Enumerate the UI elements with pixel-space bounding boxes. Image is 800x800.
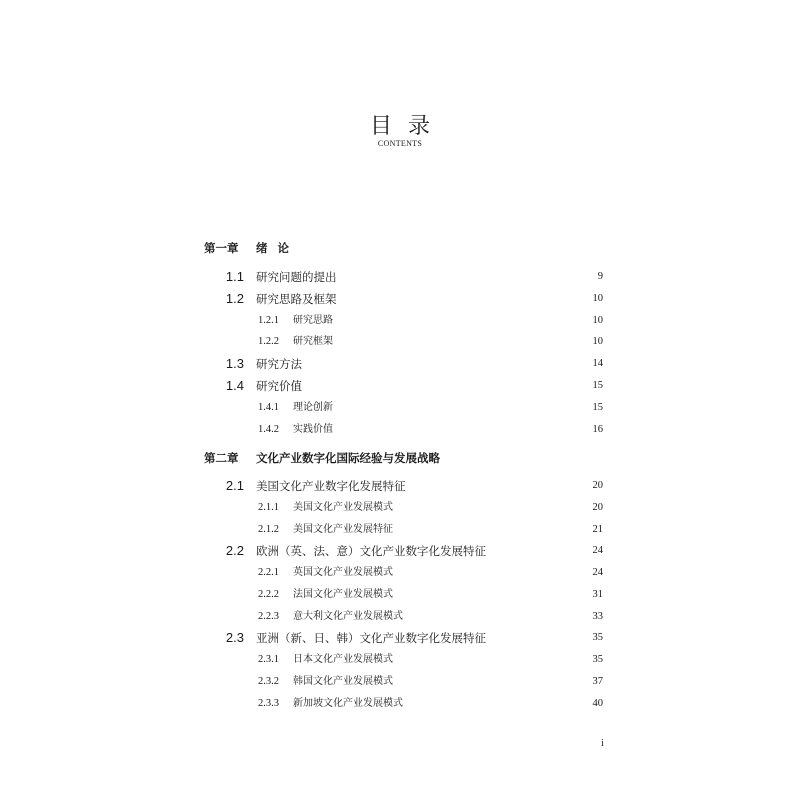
subsection-number: 1.2.1 xyxy=(258,315,279,326)
subsection-title: 美国文化产业发展模式 xyxy=(293,502,393,513)
subsection-title: 韩国文化产业发展模式 xyxy=(293,676,393,687)
section-number: 1.3 xyxy=(225,356,244,371)
subsection-title: 法国文化产业发展模式 xyxy=(293,589,393,600)
page-number: 40 xyxy=(592,698,603,709)
toc-subsection-2-3-1[interactable] xyxy=(0,650,800,670)
subsection-title: 英国文化产业发展模式 xyxy=(293,567,393,578)
page-number: 14 xyxy=(592,358,603,369)
page-number: 24 xyxy=(592,567,603,578)
toc-subsection-1-4-1[interactable] xyxy=(0,398,800,418)
subsection-title: 实践价值 xyxy=(293,424,333,435)
subsection-number: 2.2.1 xyxy=(258,567,279,578)
toc-subsection-2-1-2[interactable] xyxy=(0,520,800,540)
subsection-number: 2.2.2 xyxy=(258,589,279,600)
page-number: 33 xyxy=(592,611,603,622)
subsection-title: 研究思路 xyxy=(293,315,333,326)
subsection-number: 2.3.3 xyxy=(258,698,279,709)
page-number: 15 xyxy=(592,402,603,413)
subsection-number: 1.2.2 xyxy=(258,336,279,347)
section-number: 1.1 xyxy=(225,269,244,284)
toc-section-2-3[interactable] xyxy=(0,628,800,648)
page-number: 37 xyxy=(592,676,603,687)
subsection-number: 1.4.2 xyxy=(258,424,279,435)
page-number: 20 xyxy=(592,502,603,513)
subsection-number: 1.4.1 xyxy=(258,402,279,413)
toc-section-1-3[interactable] xyxy=(0,354,800,374)
section-number: 2.3 xyxy=(225,630,244,645)
toc-subsection-2-3-2[interactable] xyxy=(0,672,800,692)
page-number: 10 xyxy=(592,315,603,326)
subsection-title: 意大利文化产业发展模式 xyxy=(293,611,403,622)
page-number: 24 xyxy=(592,545,603,556)
toc-subsection-1-2-2[interactable] xyxy=(0,332,800,352)
section-title: 美国文化产业数字化发展特征 xyxy=(256,479,406,493)
toc-section-2-2[interactable] xyxy=(0,541,800,561)
page-subtitle: CONTENTS xyxy=(377,139,423,148)
section-number: 2.1 xyxy=(225,478,244,493)
section-title: 研究思路及框架 xyxy=(256,292,337,306)
chapter-label: 第一章 xyxy=(204,241,239,255)
chapter-title: 文化产业数字化国际经验与发展战略 xyxy=(256,451,440,465)
page-number: 31 xyxy=(592,589,603,600)
section-title: 亚洲（新、日、韩）文化产业数字化发展特征 xyxy=(256,631,486,645)
subsection-title: 日本文化产业发展模式 xyxy=(293,654,393,665)
page-number: 35 xyxy=(592,654,603,665)
toc-subsection-2-2-2[interactable] xyxy=(0,585,800,605)
page-number: 20 xyxy=(592,480,603,491)
page-number: 21 xyxy=(592,524,603,535)
subsection-title: 新加坡文化产业发展模式 xyxy=(293,698,403,709)
toc-subsection-2-1-1[interactable] xyxy=(0,498,800,518)
page-number: 10 xyxy=(592,336,603,347)
section-title: 研究价值 xyxy=(256,379,302,393)
toc-subsection-1-2-1[interactable] xyxy=(0,311,800,331)
toc-subsection-2-3-3[interactable] xyxy=(0,694,800,714)
section-title: 研究问题的提出 xyxy=(256,270,337,284)
page-number: 10 xyxy=(592,293,603,304)
chapter-label: 第二章 xyxy=(204,451,239,465)
page-title: 目录 xyxy=(369,114,446,139)
section-number: 1.2 xyxy=(225,291,244,306)
toc-subsection-2-2-3[interactable] xyxy=(0,607,800,627)
page-number: 15 xyxy=(592,380,603,391)
page-number: 35 xyxy=(592,632,603,643)
subsection-number: 2.3.1 xyxy=(258,654,279,665)
page-number: 9 xyxy=(597,271,603,282)
section-title: 欧洲（英、法、意）文化产业数字化发展特征 xyxy=(256,544,486,558)
subsection-number: 2.1.1 xyxy=(258,502,279,513)
toc-chapter-2[interactable] xyxy=(0,448,800,468)
subsection-number: 2.3.2 xyxy=(258,676,279,687)
toc-section-1-1[interactable] xyxy=(0,267,800,287)
subsection-title: 理论创新 xyxy=(293,402,333,413)
toc-section-1-2[interactable] xyxy=(0,289,800,309)
toc-section-1-4[interactable] xyxy=(0,376,800,396)
page-number: 16 xyxy=(592,424,603,435)
toc-subsection-2-2-1[interactable] xyxy=(0,563,800,583)
chapter-title: 绪论 xyxy=(256,241,299,255)
section-number: 1.4 xyxy=(225,378,244,393)
subsection-number: 2.1.2 xyxy=(258,524,279,535)
subsection-number: 2.2.3 xyxy=(258,611,279,622)
subsection-title: 美国文化产业发展特征 xyxy=(293,524,393,535)
subsection-title: 研究框架 xyxy=(293,336,333,347)
toc-chapter-1[interactable] xyxy=(0,238,800,258)
page-folio: i xyxy=(601,738,604,749)
section-number: 2.2 xyxy=(225,543,244,558)
toc-section-2-1[interactable] xyxy=(0,476,800,496)
section-title: 研究方法 xyxy=(256,357,302,371)
toc-subsection-1-4-2[interactable] xyxy=(0,420,800,440)
